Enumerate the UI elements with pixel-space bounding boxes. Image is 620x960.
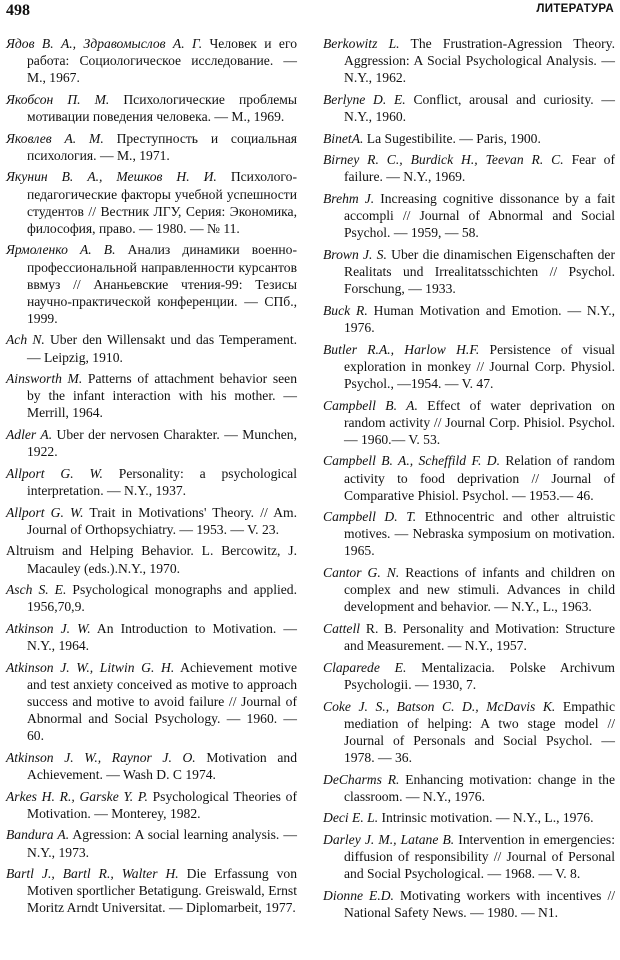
entry-author: Ach N. (6, 332, 45, 348)
entry-author: Berkowitz L. (323, 36, 400, 51)
entry-text: Психологические проблемы мотивации поведения человека. — М., 1969. (27, 91, 297, 124)
entry-author: Claparede E. (323, 659, 407, 675)
entry-text: Enhancing motivation: change in the classroom. — N.Y., 1976. (344, 771, 615, 804)
entry-text: Uber der nervosen Charakter. — Munchen, 1922. (27, 427, 297, 460)
entry-text: Relation of random activity to food deprivation // Journal of Comparative Phisiol. Psychol. — 1953.— 46. (344, 453, 615, 503)
entry-author: Birney R. C., Burdick H., Teevan R. C. (323, 152, 564, 168)
entry-author: Campbell B. A. (323, 397, 418, 413)
entry-text: Achievement motive and test anxiety conceived as motive to approach success and motive to avoid failure // Journal of Abnormal and Social Psychology. — 1960. — 60. (27, 659, 297, 744)
entry-author: Adler A. (6, 427, 53, 443)
entry-text: An Introduction to Motivation. — N.Y., 1964. (27, 621, 297, 654)
entry-author: Bartl J., Bartl R., Walter H. (6, 866, 179, 882)
entry-author: Campbell D. T. (323, 509, 417, 525)
entry-author: Якунин В. А., Мешков Н. И. (6, 169, 217, 185)
bibliography-entry (6, 581, 297, 615)
entry-text: Patterns of attachment behavior seen by the infant interaction with his mother. — Merrill, 1964. (27, 371, 297, 421)
entry-author: Atkinson J. W. (6, 621, 91, 637)
entry-text: Psychological Theories of Motivation. — Monterey, 1982. (27, 788, 297, 821)
bibliography-entry (6, 620, 297, 654)
bibliography-entry (6, 504, 297, 538)
entry-author: Cantor G. N. (323, 565, 400, 581)
bibliography-entry (323, 659, 615, 693)
bibliography-entry (6, 168, 297, 236)
entry-author: Ядов В. А., Здравомыслов А. Г. (6, 36, 203, 51)
bibliography-entry (6, 788, 297, 822)
entry-text: Personality: a psychological interpretation. — N.Y., 1937. (27, 465, 297, 498)
entry-author: Якобсон П. М. (6, 91, 110, 107)
entry-author: Butler R.A., Harlow H.F. (323, 341, 480, 357)
entry-author: Arkes H. R., Garske Y. P. (6, 788, 148, 804)
entry-text: La Sugestibilite. — Paris, 1900. (363, 130, 541, 146)
bibliography-entry (323, 35, 615, 86)
bibliography-entry (323, 151, 615, 185)
entry-text: Mentalizacia. Polske Archivum Psychologii. — 1930, 7. (344, 659, 615, 692)
entry-text: Conflict, arousal and curiosity. — N.Y., 1960. (344, 91, 615, 124)
entry-author: Darley J. M., Latane B. (323, 832, 455, 848)
bibliography-entry (323, 190, 615, 241)
bibliography-entry (323, 887, 615, 921)
entry-text: Trait in Motivations' Theory. // Am. Journal of Orthopsychiatry. — 1953. — V. 23. (27, 504, 297, 537)
bibliography-entry (6, 749, 297, 783)
entry-author: Dionne E.D. (323, 887, 394, 903)
entry-author: Ярмоленко А. В. (6, 242, 116, 258)
bibliography-entry (323, 341, 615, 392)
entry-author: Deci E. L. (323, 810, 379, 826)
bibliography-entry (323, 508, 615, 559)
bibliography-entry (323, 452, 615, 503)
entry-text: Анализ динамики военно-профессиональной направленности курсантов ввмуз // Ананьевские чтения-99: Тезисы научно-практической конференции. — СПб., 1999. (27, 242, 297, 326)
entry-text: Reactions of infants and children on complex and new stimuli. Advances in child development and behavior. — N.Y., L., 1963. (344, 565, 615, 615)
entry-author: Berlyne D. E. (323, 91, 406, 107)
entry-text: Uber die dinamischen Eigenschaften der Realitats und Irrealitatsschichten // Psychol. Forschung, — 1933. (344, 247, 615, 297)
entry-text: Человек и его работа: Социологическое исследование. — М., 1967. (27, 36, 297, 86)
bibliography-entry (6, 426, 297, 460)
bibliography-entry (323, 397, 615, 448)
entry-author: Buck R. (323, 302, 368, 318)
entry-text: Agression: A social learning analysis. — N.Y., 1973. (27, 827, 297, 860)
entry-text: Uber den Willensakt und das Temperament. — Leipzig, 1910. (27, 332, 297, 365)
entry-author: DeCharms R. (323, 771, 400, 787)
entry-text: Empathic mediation of helping: A two stage model // Journal of Personals and Social Psychol. — 1978. — 36. (344, 698, 615, 765)
entry-text: Die Erfassung von Motiven sportlicher Betatigung. Greiswald, Ernst Moritz Arndt Universitat. — Diplomarbeit, 1977. (27, 866, 298, 916)
entry-author: Яковлев А. М. (6, 130, 104, 146)
entry-text: Intervention in emergencies: diffusion of responsibility // Journal of Personal and Social Psychological. — 1968. — V. 8. (344, 832, 615, 882)
entry-text: Altruism and Helping Behavior. L. Bercowitz, J. Macauley (eds.).N.Y., 1970. (6, 543, 297, 576)
bibliography-entry (6, 865, 297, 916)
bibliography-entry (323, 302, 615, 336)
entry-author: Atkinson J. W., Raynor J. O. (6, 749, 196, 765)
entry-text: Intrinsic motivation. — N.Y., L., 1976. (378, 810, 594, 826)
entry-text: Преступность и социальная психология. — М., 1971. (27, 130, 297, 163)
entry-author: Ainsworth M. (6, 371, 83, 387)
right-column (323, 35, 615, 926)
entry-text: Motivation and Achievement. — Wash D. C 1974. (27, 749, 297, 782)
bibliography-entry (323, 809, 615, 826)
entry-author: Allport G. W. (6, 504, 84, 520)
entry-author: BinetA. (323, 130, 364, 146)
bibliography-entry (323, 130, 615, 147)
bibliography-entry (6, 465, 297, 499)
entry-author: Campbell B. A., Scheffild F. D. (323, 453, 500, 469)
entry-author: Bandura A. (6, 827, 70, 843)
entry-text: Effect of water deprivation on random activity // Journal Corp. Phisiol. Psychol.— 1960.— V. 53. (344, 397, 615, 447)
bibliography-entry (323, 698, 615, 766)
bibliography-entry (323, 91, 615, 125)
entry-author: Brown J. S. (323, 247, 387, 262)
bibliography-entry (6, 826, 297, 860)
entry-text: The Frustration-Agression Theory. Aggression: A Social Psychological Analysis. — N.Y., 1962. (344, 36, 615, 86)
entry-text: Motivating workers with incentives // National Safety News. — 1980. — N1. (344, 887, 616, 920)
entry-text: R. B. Personality and Motivation: Structure and Measurement. — N.Y., 1957. (344, 621, 615, 654)
entry-text: Fear of failure. — N.Y., 1969. (344, 152, 616, 185)
left-column (6, 35, 297, 921)
entry-text: Psychological monographs and applied. 1956,70,9. (27, 582, 297, 615)
entry-text: Психолого-педагогические факторы учебной успешности студентов // Вестник ЛГУ, Серия: Экономика, философия, право. — 1980. — № 11. (27, 169, 297, 236)
running-head: ЛИТЕРАТУРА (536, 3, 614, 15)
entry-author: Brehm J. (323, 191, 375, 207)
entry-text: Increasing cognitive dissonance by a fait accompli // Journal of Abnormal and Social Psychol. — 1959, — 58. (344, 191, 615, 241)
page-number: 498 (6, 2, 30, 19)
bibliography-entry (323, 771, 615, 805)
entry-author: Cattell (323, 621, 361, 637)
bibliography-entry (323, 831, 615, 882)
page-header (6, 2, 614, 24)
bibliography-entry (6, 130, 297, 164)
entry-author: Allport G. W. (6, 465, 103, 481)
entry-text: Human Motivation and Emotion. — N.Y., 1976. (344, 302, 615, 335)
entry-text: Ethnocentric and other altruistic motives. — Nebraska symposium on motivation. 1965. (344, 509, 616, 559)
bibliography-entry (6, 542, 297, 576)
bibliography-entry (323, 564, 615, 615)
bibliography-entry (6, 659, 297, 744)
bibliography-entry (323, 246, 615, 297)
bibliography-entry (323, 620, 615, 654)
bibliography-entry (6, 370, 297, 421)
entry-author: Coke J. S., Batson C. D., McDavis K. (323, 698, 556, 714)
entry-author: Atkinson J. W., Litwin G. H. (6, 659, 175, 675)
bibliography-entry (6, 91, 297, 125)
bibliography-entry (6, 241, 297, 326)
entry-text: Persistence of visual exploration in monkey // Journal Corp. Physiol. Psychol., —1954. — V. 47. (344, 341, 615, 391)
bibliography-entry (6, 35, 297, 86)
entry-author: Asch S. E. (6, 582, 67, 598)
bibliography-entry (6, 331, 297, 365)
